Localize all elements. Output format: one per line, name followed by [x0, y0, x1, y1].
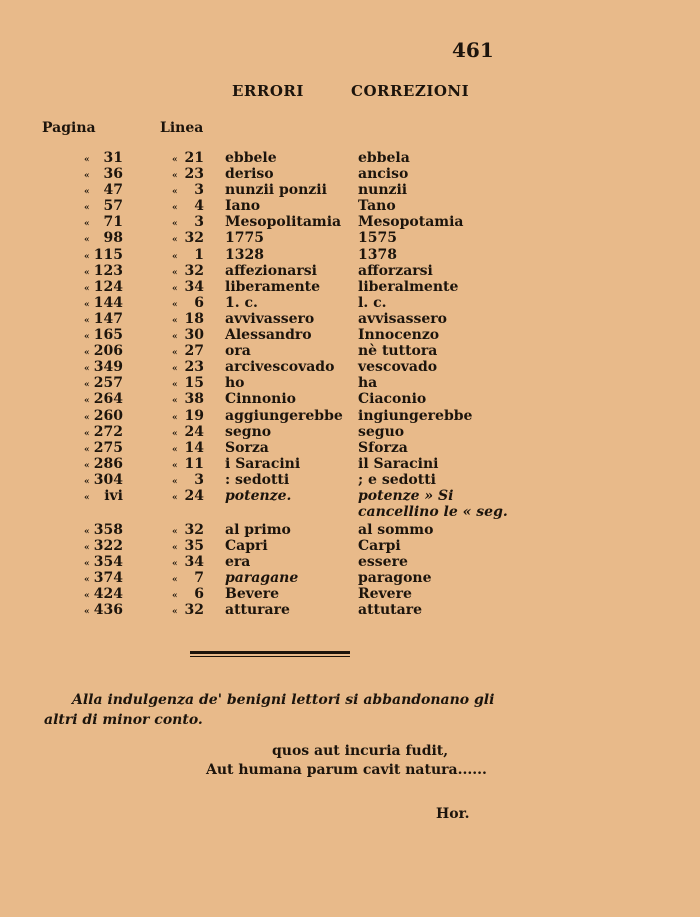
correction-cell: liberalmente	[358, 278, 459, 295]
quote-mark: «	[172, 171, 178, 182]
errata-row	[0, 456, 700, 472]
quote-mark: «	[84, 396, 90, 407]
error-cell: avvivassero	[225, 310, 315, 327]
quote-mark: «	[172, 428, 178, 439]
page-cell: 36	[103, 166, 123, 183]
page-cell: 98	[103, 230, 123, 247]
line-cell: 15	[184, 375, 204, 392]
line-cell: 3	[194, 471, 204, 488]
correction-cell: paragone	[358, 570, 432, 587]
quote-mark: «	[84, 348, 90, 359]
heading-correzioni: CORREZIONI	[351, 82, 470, 100]
error-cell: liberamente	[225, 278, 321, 295]
quote-mark: «	[172, 591, 178, 602]
errata-row	[0, 295, 700, 311]
error-cell: al primo	[225, 521, 291, 538]
page-cell: 275	[93, 439, 123, 456]
correction-cell: Revere	[358, 586, 412, 603]
error-cell: deriso	[225, 166, 274, 183]
errata-row	[0, 522, 700, 538]
quote-attribution: Hor.	[436, 806, 470, 822]
quote-mark: «	[84, 591, 90, 602]
page-cell: 47	[103, 182, 123, 199]
quote-mark: «	[84, 251, 90, 262]
quote-mark: «	[84, 607, 90, 618]
error-cell: atturare	[225, 602, 290, 619]
line-cell: 1	[194, 246, 204, 263]
correction-cell: avvisassero	[358, 310, 447, 327]
error-cell: Alessandro	[225, 327, 312, 344]
error-cell: Mesopolitamia	[225, 214, 342, 231]
quote-mark: «	[172, 299, 178, 310]
errata-row	[0, 538, 700, 554]
errata-row	[0, 150, 700, 166]
errata-table	[0, 150, 700, 619]
page-cell: 358	[93, 521, 123, 538]
errata-row	[0, 327, 700, 343]
errata-row	[0, 279, 700, 295]
correction-cell: ha	[358, 375, 378, 392]
correction-cell: l. c.	[358, 294, 387, 311]
line-cell: 32	[184, 262, 204, 279]
quote-mark: «	[172, 219, 178, 230]
correction-cell: Carpi	[358, 538, 401, 555]
errata-row	[0, 554, 700, 570]
closing-note: Alla indulgenza de' benigni lettori si abbandonano gli altri di minor conto.	[44, 692, 495, 728]
line-cell: 24	[184, 423, 204, 440]
correction-cell: ; e sedotti	[358, 471, 436, 488]
correction-cell: potenze » Si cancellino le « seg.	[358, 487, 508, 520]
quote-mark: «	[172, 559, 178, 570]
correction-cell: attutare	[358, 602, 423, 619]
page-cell: 286	[93, 455, 123, 472]
correction-cell: vescovado	[358, 359, 438, 376]
page-cell: 349	[93, 359, 123, 376]
quote-mark: «	[172, 348, 178, 359]
correction-cell: seguo	[358, 423, 405, 440]
correction-cell: ebbela	[358, 150, 410, 166]
quote-mark: «	[172, 380, 178, 391]
error-cell: 1. c.	[225, 294, 258, 311]
quote-mark: «	[172, 187, 178, 198]
quote-mark: «	[84, 315, 90, 326]
quote-mark: «	[172, 332, 178, 343]
quote-mark: «	[172, 412, 178, 423]
quote-mark: «	[172, 203, 178, 214]
quote-mark: «	[84, 492, 90, 503]
line-cell: 23	[184, 359, 204, 376]
page-cell: 123	[93, 262, 123, 279]
correction-cell: Sforza	[358, 439, 408, 456]
line-cell: 24	[184, 487, 204, 504]
quote-mark: «	[172, 607, 178, 618]
quote-mark: «	[84, 219, 90, 230]
error-cell: Iano	[225, 198, 261, 215]
quote-mark: «	[172, 283, 178, 294]
correction-cell: afforzarsi	[358, 262, 433, 279]
quote-mark: «	[172, 543, 178, 554]
error-cell: Bevere	[225, 586, 280, 603]
correction-cell: Ciaconio	[358, 391, 427, 408]
page-cell: 71	[103, 214, 123, 231]
correction-cell: nè tuttora	[358, 343, 438, 360]
errata-row	[0, 166, 700, 182]
error-cell: arcivescovado	[225, 359, 335, 376]
quote-mark: «	[172, 476, 178, 487]
errata-row	[0, 440, 700, 456]
page-number: 461	[452, 38, 494, 62]
error-cell: i Saracini	[225, 455, 301, 472]
line-cell: 6	[194, 294, 204, 311]
errata-row	[0, 182, 700, 198]
page-cell: 124	[93, 278, 123, 295]
latin-quote	[200, 742, 500, 780]
quote-line-1: quos aut incuria fudit,	[272, 743, 449, 759]
quote-mark: «	[172, 235, 178, 246]
quote-mark: «	[84, 460, 90, 471]
correction-cell: al sommo	[358, 521, 434, 538]
quote-mark: «	[172, 460, 178, 471]
column-header-pagina: Pagina	[42, 120, 96, 136]
errata-row	[0, 198, 700, 214]
quote-mark: «	[84, 526, 90, 537]
column-header-linea: Linea	[160, 120, 204, 136]
quote-mark: «	[84, 412, 90, 423]
quote-mark: «	[84, 235, 90, 246]
quote-mark: «	[84, 171, 90, 182]
quote-mark: «	[84, 155, 90, 165]
errata-row	[0, 602, 700, 618]
errata-row	[0, 570, 700, 586]
error-cell: affezionarsi	[225, 262, 317, 279]
error-cell: potenze.	[225, 487, 292, 504]
correction-cell: ingiungerebbe	[358, 407, 473, 424]
quote-mark: «	[84, 380, 90, 391]
errata-row	[0, 247, 700, 263]
line-cell: 23	[184, 166, 204, 183]
quote-mark: «	[84, 332, 90, 343]
quote-mark: «	[172, 251, 178, 262]
heading-errori: ERRORI	[232, 82, 304, 100]
errata-row	[0, 214, 700, 230]
correction-cell: 1378	[358, 246, 397, 263]
page-cell: ivi	[104, 487, 123, 504]
errata-row	[0, 311, 700, 327]
page-cell: 264	[93, 391, 123, 408]
line-cell: 32	[184, 602, 204, 619]
quote-mark: «	[84, 187, 90, 198]
quote-mark: «	[84, 543, 90, 554]
page-cell: 144	[93, 294, 123, 311]
page-cell: 206	[93, 343, 123, 360]
quote-mark: «	[84, 476, 90, 487]
error-cell: era	[225, 554, 251, 571]
errata-row	[0, 586, 700, 602]
error-cell: paragane	[225, 570, 299, 587]
line-cell: 27	[184, 343, 204, 360]
quote-mark: «	[172, 444, 178, 455]
error-cell: 1775	[225, 230, 264, 247]
quote-mark: «	[84, 559, 90, 570]
page-cell: 322	[93, 538, 123, 555]
quote-mark: «	[172, 396, 178, 407]
correction-cell: 1575	[358, 230, 397, 247]
quote-mark: «	[84, 444, 90, 455]
error-cell: ho	[225, 375, 245, 392]
line-cell: 6	[194, 586, 204, 603]
errata-row	[0, 472, 700, 488]
line-cell: 3	[194, 214, 204, 231]
page-cell: 374	[93, 570, 123, 587]
error-cell: aggiungerebbe	[225, 407, 343, 424]
page-cell: 260	[93, 407, 123, 424]
line-cell: 34	[184, 278, 204, 295]
quote-mark: «	[84, 283, 90, 294]
line-cell: 21	[184, 150, 204, 166]
correction-cell: Mesopotamia	[358, 214, 464, 231]
error-cell: Cinnonio	[225, 391, 296, 408]
line-cell: 4	[194, 198, 204, 215]
page-cell: 165	[93, 327, 123, 344]
quote-mark: «	[172, 155, 178, 165]
line-cell: 3	[194, 182, 204, 199]
error-cell: ebbele	[225, 150, 277, 166]
error-cell: Capri	[225, 538, 268, 555]
page-cell: 436	[93, 602, 123, 619]
quote-mark: «	[84, 364, 90, 375]
errata-row	[0, 391, 700, 407]
page-cell: 424	[93, 586, 123, 603]
quote-mark: «	[84, 428, 90, 439]
line-cell: 32	[184, 230, 204, 247]
quote-mark: «	[84, 267, 90, 278]
page-cell: 115	[93, 246, 123, 263]
line-cell: 18	[184, 310, 204, 327]
errata-row	[0, 230, 700, 246]
page-cell: 257	[93, 375, 123, 392]
quote-mark: «	[172, 492, 178, 503]
errata-row	[0, 375, 700, 391]
errata-row	[0, 488, 700, 522]
error-cell: ora	[225, 343, 251, 360]
correction-cell: Innocenzo	[358, 327, 440, 344]
correction-cell: nunzii	[358, 182, 408, 199]
quote-mark: «	[172, 315, 178, 326]
correction-cell: essere	[358, 554, 408, 571]
line-cell: 32	[184, 521, 204, 538]
quote-mark: «	[172, 526, 178, 537]
divider-rule-thin	[190, 656, 350, 657]
errata-row	[0, 359, 700, 375]
page-cell: 31	[103, 150, 123, 166]
correction-cell: anciso	[358, 166, 409, 183]
error-cell: 1328	[225, 246, 264, 263]
error-cell: segno	[225, 423, 272, 440]
quote-mark: «	[172, 267, 178, 278]
page-cell: 354	[93, 554, 123, 571]
errata-row	[0, 263, 700, 279]
correction-cell: Tano	[358, 198, 396, 215]
line-cell: 7	[194, 570, 204, 587]
quote-line-2: Aut humana parum cavit natura......	[206, 762, 487, 778]
line-cell: 19	[184, 407, 204, 424]
quote-mark: «	[84, 299, 90, 310]
error-cell: nunzii ponzii	[225, 182, 327, 199]
line-cell: 11	[184, 455, 204, 472]
correction-cell: il Saracini	[358, 455, 439, 472]
line-cell: 30	[184, 327, 204, 344]
errata-row	[0, 343, 700, 359]
line-cell: 38	[184, 391, 204, 408]
quote-mark: «	[84, 203, 90, 214]
page-cell: 147	[93, 310, 123, 327]
errata-row	[0, 424, 700, 440]
divider-rule	[190, 651, 350, 654]
page-cell: 57	[103, 198, 123, 215]
quote-mark: «	[172, 364, 178, 375]
line-cell: 35	[184, 538, 204, 555]
page-cell: 272	[93, 423, 123, 440]
quote-mark: «	[84, 575, 90, 586]
error-cell: : sedotti	[225, 471, 290, 488]
line-cell: 34	[184, 554, 204, 571]
quote-mark: «	[172, 575, 178, 586]
error-cell: Sorza	[225, 439, 269, 456]
page-cell: 304	[93, 471, 123, 488]
errata-row	[0, 408, 700, 424]
line-cell: 14	[184, 439, 204, 456]
